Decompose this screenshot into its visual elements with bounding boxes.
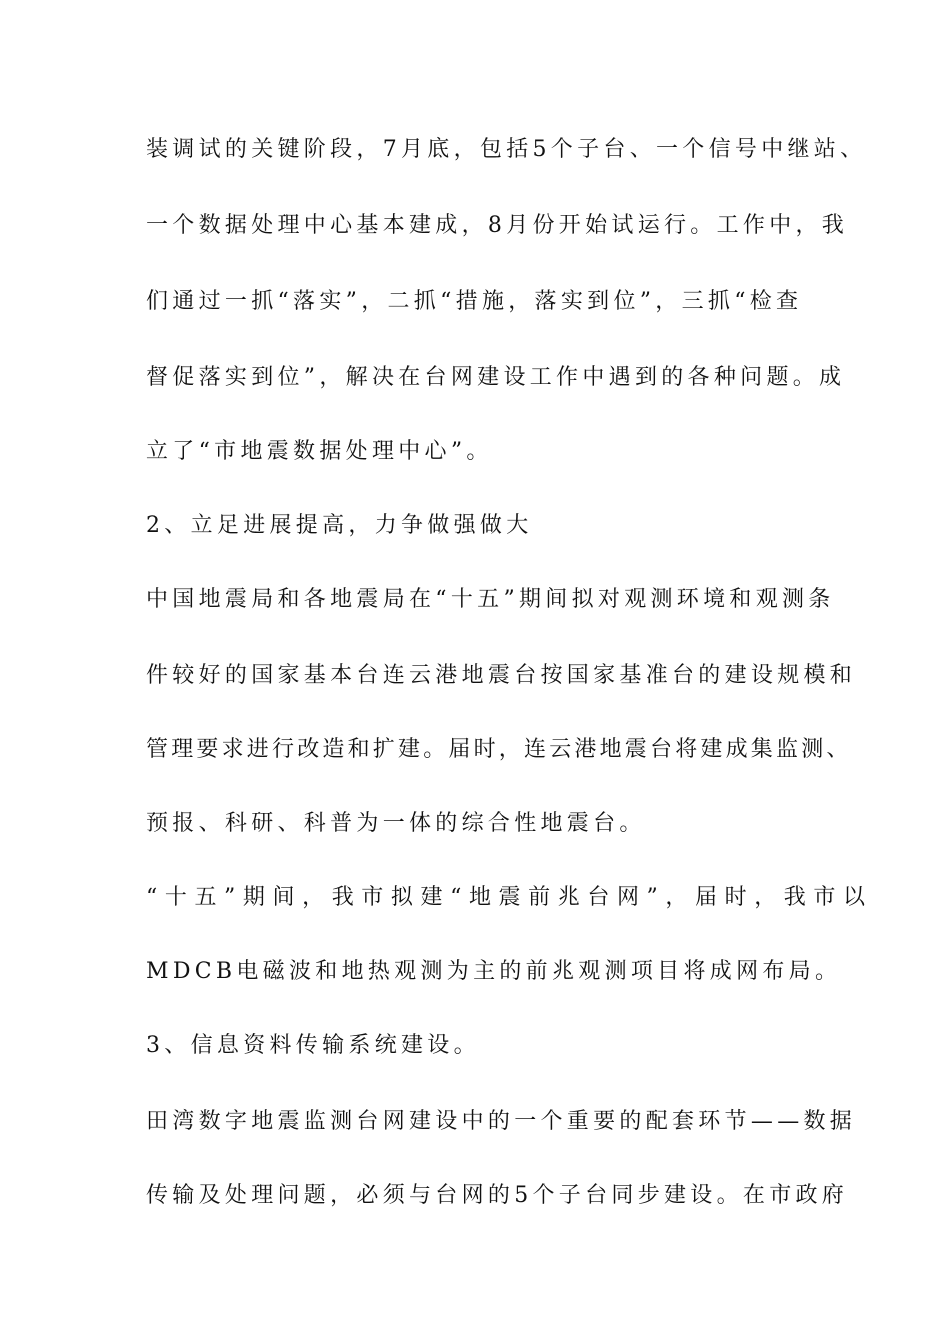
section-heading-3: 3、信息资料传输系统建设。 (146, 1033, 480, 1058)
paragraph-line-9: 预报、科研、科普为一体的综合性地震台。 (146, 811, 646, 836)
paragraph-line-11: MDCB电磁波和地热观测为主的前兆观测项目将成网布局。 (146, 959, 842, 984)
paragraph-line-7: 件较好的国家基本台连云港地震台按国家基准台的建设规模和 (146, 663, 857, 688)
paragraph-line-3: 们通过一抓“落实”，二抓“措施，落实到位”，三抓“检查 (146, 289, 803, 314)
paragraph-line-1: 装调试的关键阶段，7月底，包括5个子台、一个信号中继站、 (146, 137, 867, 162)
paragraph-line-8: 管理要求进行改造和扩建。届时，连云港地震台将建成集监测、 (146, 737, 852, 762)
paragraph-line-13: 传输及处理问题，必须与台网的5个子台同步建设。在市政府 (146, 1183, 849, 1208)
paragraph-line-5: 立了“市地震数据处理中心”。 (146, 439, 493, 464)
section-heading-2: 2、立足进展提高，力争做强做大 (146, 513, 533, 538)
paragraph-line-2: 一个数据处理中心基本建成，8月份开始试运行。工作中，我 (146, 213, 849, 238)
paragraph-line-10: “十五”期间，我市拟建“地震前兆台网”，届时，我市以 (146, 885, 873, 910)
paragraph-line-6: 中国地震局和各地震局在“十五”期间拟对观测环境和观测条 (146, 587, 835, 612)
paragraph-line-4: 督促落实到位”，解决在台网建设工作中遇到的各种问题。成 (146, 365, 846, 390)
paragraph-line-12: 田湾数字地震监测台网建设中的一个重要的配套环节——数据 (146, 1109, 857, 1134)
